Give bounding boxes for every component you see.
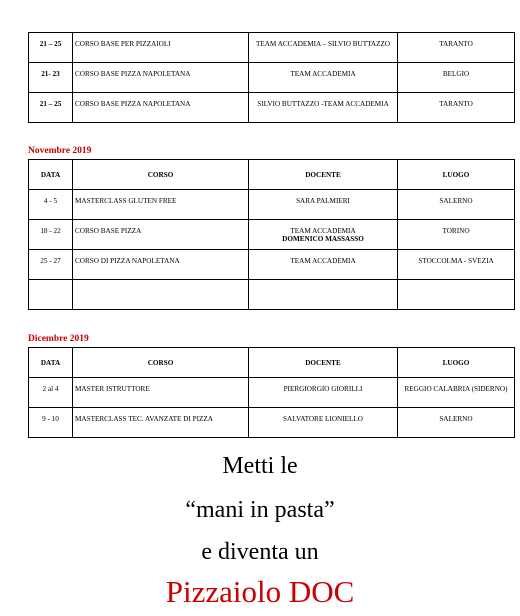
table-row	[29, 33, 515, 63]
teacher-cell: TEAM ACCADEMIA	[249, 250, 398, 280]
date-cell: 2 al 4	[29, 378, 73, 408]
teacher-cell: SARA PALMIERI	[249, 190, 398, 220]
empty-cell	[29, 280, 73, 310]
month-heading-dicembre: Dicembre 2019	[28, 334, 89, 344]
slogan-headline: Pizzaiolo DOC	[165, 574, 355, 609]
table-row	[29, 408, 515, 438]
date-cell: 21 – 25	[29, 93, 73, 123]
slogan-line-3: e diventa un	[201, 539, 319, 565]
date-cell: 9 - 10	[29, 408, 73, 438]
empty-cell	[249, 280, 398, 310]
table-row	[29, 378, 515, 408]
header-docente: DOCENTE	[249, 160, 398, 190]
teacher-cell: TEAM ACCADEMIA – SILVIO BUTTAZZO	[249, 33, 398, 63]
teacher-cell: PIERGIORGIO GIORILLI	[249, 378, 398, 408]
month-heading-novembre: Novembre 2019	[28, 146, 92, 156]
course-cell: MASTERCLASS GLUTEN FREE	[73, 190, 249, 220]
teacher-cell: SILVIO BUTTAZZO -TEAM ACCADEMIA	[249, 93, 398, 123]
header-corso: CORSO	[73, 160, 249, 190]
date-cell: 21 – 25	[29, 33, 73, 63]
table-row	[29, 220, 515, 250]
empty-cell	[73, 280, 249, 310]
header-corso: CORSO	[73, 348, 249, 378]
course-cell: CORSO DI PIZZA NAPOLETANA	[73, 250, 249, 280]
place-cell: SALERNO	[398, 190, 515, 220]
slogan-line-1: Metti le	[222, 453, 298, 479]
table-header-row	[29, 348, 515, 378]
table-row	[29, 63, 515, 93]
date-cell: 21- 23	[29, 63, 73, 93]
table-row	[29, 190, 515, 220]
header-data: DATA	[29, 348, 73, 378]
header-docente: DOCENTE	[249, 348, 398, 378]
teacher-cell	[249, 220, 398, 250]
place-cell: REGGIO CALABRIA (SIDERNO)	[398, 378, 515, 408]
place-cell: SALERNO	[398, 408, 515, 438]
place-cell: TARANTO	[398, 93, 515, 123]
header-luogo: LUOGO	[398, 160, 515, 190]
date-cell: 18 - 22	[29, 220, 73, 250]
empty-cell	[398, 280, 515, 310]
teacher-cell: SALVATORE LIONIELLO	[249, 408, 398, 438]
table-row-empty	[29, 280, 515, 310]
place-cell: STOCCOLMA - SVEZIA	[398, 250, 515, 280]
date-cell: 4 - 5	[29, 190, 73, 220]
course-cell: CORSO BASE PER PIZZAIOLI	[73, 33, 249, 63]
courses-table-novembre	[28, 159, 515, 310]
course-cell: CORSO BASE PIZZA NAPOLETANA	[73, 93, 249, 123]
slogan-line-2: “mani in pasta”	[185, 497, 335, 523]
table-header-row	[29, 160, 515, 190]
courses-table-dicembre	[28, 347, 515, 438]
course-cell: MASTERCLASS TEC. AVANZATE DI PIZZA	[73, 408, 249, 438]
place-cell: TORINO	[398, 220, 515, 250]
place-cell: BELGIO	[398, 63, 515, 93]
course-cell: CORSO BASE PIZZA NAPOLETANA	[73, 63, 249, 93]
teacher-name: TEAM ACCADEMIA	[290, 227, 356, 235]
teacher-cell: TEAM ACCADEMIA	[249, 63, 398, 93]
date-cell: 25 - 27	[29, 250, 73, 280]
place-cell: TARANTO	[398, 33, 515, 63]
header-luogo: LUOGO	[398, 348, 515, 378]
course-cell: CORSO BASE PIZZA	[73, 220, 249, 250]
teacher-name-secondary: DOMENICO MASSASSO	[282, 235, 364, 243]
course-cell: MASTER ISTRUTTORE	[73, 378, 249, 408]
courses-table-continued	[28, 32, 515, 123]
table-row	[29, 250, 515, 280]
table-row	[29, 93, 515, 123]
header-data: DATA	[29, 160, 73, 190]
